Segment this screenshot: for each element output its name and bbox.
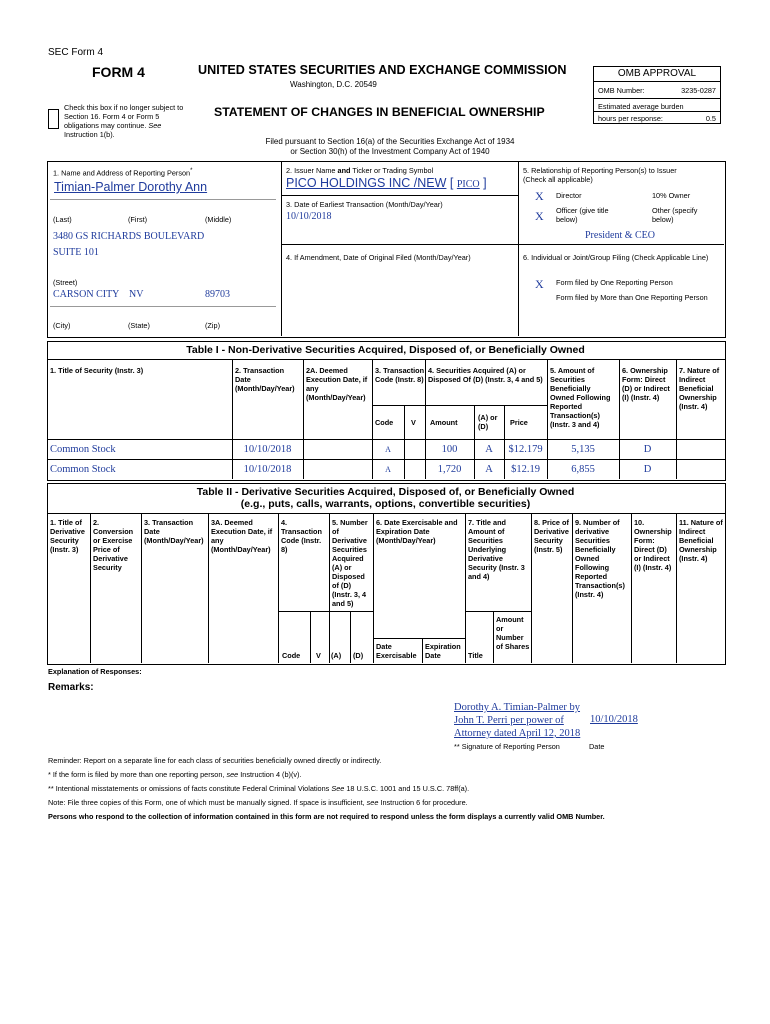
box5-label: 5. Relationship of Reporting Person(s) to Issuer (Check all applicable)	[523, 166, 677, 184]
no-longer-subject-checkbox[interactable]	[48, 109, 59, 129]
omb-title: OMB APPROVAL	[594, 67, 720, 82]
omb-number-row: OMB Number: 3235-0287	[594, 82, 720, 99]
remarks-label: Remarks:	[48, 682, 94, 693]
address-line-1: 3480 GS RICHARDS BOULEVARD	[53, 231, 205, 242]
reporting-person-name[interactable]: Timian-Palmer Dorothy Ann	[54, 180, 208, 194]
t2-header-deemed: 3A. Deemed Execution Date, if any (Month/Day/Year)	[211, 518, 273, 554]
misstatements-note: ** Intentional misstatements or omissions of facts constitute Federal Criminal Violations See 18 U.S.C. 1001 and 15 U.S.C. 78ff(a).	[48, 784, 470, 793]
officer-mark: X	[535, 209, 544, 223]
box6-label: 6. Individual or Joint/Group Filing (Check Applicable Line)	[523, 253, 709, 262]
t2-sub-d: (D)	[353, 651, 364, 660]
director-label: Director	[556, 191, 582, 200]
date-label: Date	[589, 742, 605, 751]
box4-label: 4. If Amendment, Date of Original Filed (Month/Day/Year)	[286, 253, 471, 262]
issuer-name-link[interactable]: PICO HOLDINGS INC /NEW	[286, 176, 447, 190]
t2-header-title: 1. Title of Derivative Security (Instr. 3)	[50, 518, 85, 554]
box3-label: 3. Date of Earliest Transaction (Month/Day/Year)	[286, 200, 443, 209]
sec-form-label: SEC Form 4	[48, 47, 104, 58]
t2-sub-expiration: Expiration Date	[425, 642, 461, 660]
row-owned: 6,855	[571, 464, 595, 475]
row-aord: A	[485, 464, 493, 475]
omb-persons-note: Persons who respond to the collection of information contained in this form are not required to respond unless the form displays a currently valid OMB Number.	[48, 812, 605, 821]
city-label: (City)	[53, 321, 71, 330]
t1-header-deemed: 2A. Deemed Execution Date, if any (Month/Day/Year)	[306, 366, 368, 402]
t1-header-form: 6. Ownership Form: Direct (D) or Indirect (I) (Instr. 4)	[622, 366, 670, 402]
t1-header-date: 2. Transaction Date (Month/Day/Year)	[235, 366, 295, 393]
state-value: NV	[129, 289, 144, 300]
agency-city: Washington, D.C. 20549	[290, 80, 377, 89]
t1-header-code: 3. Transaction Code (Instr. 8)	[375, 366, 425, 384]
t2-header-price: 8. Price of Derivative Security (Instr. 5)	[534, 518, 569, 554]
row-aord: A	[485, 444, 493, 455]
director-mark: X	[535, 189, 544, 203]
omb-hours-row: hours per response: 0.5	[598, 114, 716, 123]
street-label: (Street)	[53, 278, 78, 287]
filed-pursuant: Filed pursuant to Section 16(a) of the Securities Exchange Act of 1934 or Section 30(h) of the Investment Company Act of 1940	[265, 137, 515, 156]
t2-sub-v: V	[316, 651, 321, 660]
row-date: 10/10/2018	[243, 444, 292, 455]
earliest-transaction-date: 10/10/2018	[286, 211, 332, 222]
t2-header-derivatives: 9. Number of derivative Securities Beneficially Owned Following Reported Transaction(s) (Instr. 4)	[575, 518, 625, 599]
t1-sub-code: Code	[375, 418, 394, 427]
address-line-2: SUITE 101	[53, 247, 99, 258]
t1-header-acquired: 4. Securities Acquired (A) or Disposed Of (D) (Instr. 3, 4 and 5)	[428, 366, 543, 384]
t1-sub-price: Price	[510, 418, 528, 427]
last-label: (Last)	[53, 215, 72, 224]
state-label: (State)	[128, 321, 150, 330]
first-label: (First)	[128, 215, 148, 224]
row-code: A	[385, 465, 391, 474]
middle-label: (Middle)	[205, 215, 232, 224]
other-label: Other (specify below)	[652, 206, 698, 224]
row-amount: 1,720	[437, 464, 462, 475]
reminder-note: Reminder: Report on a separate line for each class of securities beneficially owned directly or indirectly.	[48, 756, 382, 765]
city-value: CARSON CITY	[53, 289, 120, 300]
t1-sub-amount: Amount	[430, 418, 458, 427]
row-title: Common Stock	[50, 444, 116, 455]
zip-label: (Zip)	[205, 321, 220, 330]
t2-sub-a: (A)	[331, 651, 342, 660]
signature-label: ** Signature of Reporting Person	[454, 742, 560, 751]
box2-label: 2. Issuer Name and Ticker or Trading Symbol	[286, 166, 434, 175]
row-title: Common Stock	[50, 464, 116, 475]
row-owned: 5,135	[571, 444, 595, 455]
statement-title: STATEMENT OF CHANGES IN BENEFICIAL OWNERSHIP	[214, 105, 545, 119]
signature-block[interactable]: Dorothy A. Timian-Palmer by John T. Perri per power of Attorney dated April 12, 2018	[454, 702, 581, 739]
table-row	[47, 459, 725, 479]
officer-label: Officer (give title below)	[556, 206, 609, 224]
row-date: 10/10/2018	[243, 464, 292, 475]
row-price: $12.19	[511, 464, 540, 475]
omb-burden: Estimated average burden	[594, 99, 720, 112]
copies-note: Note: File three copies of this Form, one of which must be manually signed. If space is insufficient, see Instruction 6 for procedure.	[48, 798, 468, 807]
t1-header-owned: 5. Amount of Securities Beneficially Owned Following Reported Transaction(s) (Instr. 3 and 4)	[550, 366, 611, 429]
t2-header-number: 5. Number of Derivative Securities Acquired (A) or Disposed of (D) (Instr. 3, 4 and 5)	[332, 518, 368, 608]
officer-title: President & CEO	[585, 230, 655, 241]
checkbox-text: Check this box if no longer subject to Section 16. Form 4 or Form 5 obligations may continue. See Instruction 1(b).	[64, 103, 184, 139]
multiple-persons-note: * If the form is filed by more than one reporting person, see Instruction 4 (b)(v).	[48, 770, 302, 779]
row-form: D	[643, 444, 652, 455]
ten-percent-label: 10% Owner	[652, 191, 691, 200]
row-code: A	[385, 445, 391, 454]
t2-sub-amount: Amount or Number of Shares	[496, 615, 530, 651]
t2-sub-title: Title	[468, 651, 483, 660]
table-row	[47, 439, 725, 459]
more-persons-label: Form filed by More than One Reporting Person	[556, 293, 708, 302]
form-title: FORM 4	[92, 64, 145, 80]
t2-header-date: 3. Transaction Date (Month/Day/Year)	[144, 518, 204, 545]
one-person-mark: X	[535, 277, 544, 291]
agency-title: UNITED STATES SECURITIES AND EXCHANGE COMMISSION	[198, 63, 567, 77]
ticker-link[interactable]: PICO	[456, 179, 480, 190]
table-2-title: Table II - Derivative Securities Acquired, Disposed of, or Beneficially Owned (e.g., puts, calls, warrants, options, convertible securities)	[196, 486, 575, 510]
t1-header-title: 1. Title of Security (Instr. 3)	[50, 366, 144, 375]
t1-sub-v: V	[411, 418, 416, 427]
row-form: D	[643, 464, 652, 475]
signature-date[interactable]: 10/10/2018	[590, 714, 638, 725]
t2-sub-code: Code	[282, 651, 301, 660]
explanation-label: Explanation of Responses:	[48, 667, 142, 676]
t2-header-nature: 11. Nature of Indirect Beneficial Ownership (Instr. 4)	[679, 518, 723, 563]
t2-sub-exercisable: Date Exercisable	[376, 642, 417, 660]
zip-value: 89703	[205, 289, 230, 300]
t2-header-underlying: 7. Title and Amount of Securities Underlying Derivative Security (Instr. 3 and 4)	[468, 518, 525, 581]
box1-label: 1. Name and Address of Reporting Person*	[53, 167, 193, 178]
table-1-title: Table I - Non-Derivative Securities Acquired, Disposed of, or Beneficially Owned	[186, 344, 585, 356]
t2-header-conversion: 2. Conversion or Exercise Price of Derivative Security	[93, 518, 134, 572]
one-person-label: Form filed by One Reporting Person	[556, 278, 673, 287]
t1-header-nature: 7. Nature of Indirect Beneficial Ownership (Instr. 4)	[679, 366, 720, 411]
row-amount: 100	[441, 444, 458, 455]
issuer-ticker: PICO HOLDINGS INC /NEW [ PICO ]	[286, 176, 487, 190]
omb-approval-box	[593, 66, 721, 124]
row-price: $12.179	[508, 444, 543, 455]
t1-sub-aord: (A) or (D)	[478, 413, 498, 431]
t2-header-form: 10. Ownership Form: Direct (D) or Indirect (I) (Instr. 4)	[634, 518, 672, 572]
t2-header-exercisable: 6. Date Exercisable and Expiration Date (Month/Day/Year)	[376, 518, 458, 545]
t2-header-code: 4. Transaction Code (Instr. 8)	[281, 518, 322, 554]
